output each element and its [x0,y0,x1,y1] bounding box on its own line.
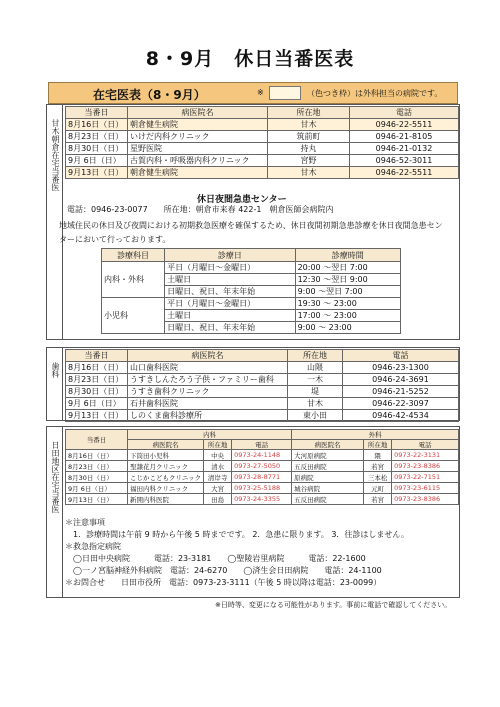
table-row: 8月16日（日） 下筒田小児科 中央 0973-24-1148 大河原病院 隈 0973-22-3131 [66,450,459,461]
table-row: 8月30日（日） 星野医院 持丸 0946-21-0132 [66,143,459,155]
hita-holiday-table: 当番日 内科 外科 病医院名 所在地 電話 病医院名 所在地 電話 8月16日（日） 下筒田小児科 中央 0973-24-1148 大河原病院 隈 0973-22-3131 8月23日（日） 聖隷花月クリニック 清水 0973-27-5050 五反田病院 若宮 0973-23-8386 8月30日（日） こじかこどもクリニック 清岸寺 0973-28-8771 原病院 三本松 0973-22-7151 9月 6日（日） 福田内科クリニック 大宮 0973-25-5188 城谷病院 元町 0973-23-6115 9月13日（日） 新開内科医院 田島 0973-24-3355 五反田病院 若宮 0973-23-8386 [65,429,459,505]
color-frame-legend [269,86,301,100]
table-row: 8月30日（日） こじかこどもクリニック 清岸寺 0973-28-8771 原病院 三本松 0973-22-7151 [66,472,459,483]
table-row: 8月30日（日） うすき歯科クリニック 堤 0946-21-5252 [66,386,459,398]
hita-notes: ＊注意事項 1．診療時間は午前 9 時から午後 5 時までです。 2．急患に限ります。 3．往診はしません。 ＊救急指定病院 ◯日田中央病院 電話：23-3181 ◯聖陵岩里病院 電話：22-1600 ◯一ノ宮脳神経外科病院 電話：24-6270 ◯済生会日田病院 電話：24-1100 ＊お問合せ 日田市役所 電話：0973-23-3111（午後 5 時以降は電話：23-0099） [65,518,409,587]
table-row: 8月16日（日） 朝倉健生病院 甘木 0946-22-5511 [66,119,459,131]
amagi-side-label: 甘木朝倉在宅当番医 [47,105,63,339]
amagi-asakura-section [46,104,460,340]
page-title: 8・9月 休日当番医表 [145,48,355,70]
table-row: 9月 6日（日） 石井歯科医院 甘木 0946-22-3097 [66,398,459,410]
banner-title: 在宅医表（8・9月） [93,88,206,102]
table-row: 9月13日（日） 朝倉健生病院 甘木 0946-22-5511 [66,167,459,179]
banner-note-mark: ※ [257,88,264,97]
hita-section [46,426,460,598]
table-row: 9月13日（日） しのくま歯科診療所 東小田 0946-42-4534 [66,410,459,422]
table-row: 8月16日（日） 山口歯科医院 山隈 0946-23-1300 [66,362,459,374]
table-row: 8月23日（日） 聖隷花月クリニック 清水 0973-27-5050 五反田病院 若宮 0973-23-8386 [66,461,459,472]
night-center-description: 地域住民の休日及び夜間における初期救急医療を確保するため、休日夜間初期急患診療を休日夜間急患センターにおいて行っております。 [59,221,443,244]
home-doctor-banner [48,82,458,104]
hita-side-label: 日田地区在宅当番医 [47,427,63,597]
table-row: 9月13日（日） 新開内科医院 田島 0973-24-3355 五反田病院 若宮 0973-23-8386 [66,494,459,505]
dental-side-label: 歯科 [47,348,63,420]
dental-table: 当番日 病医院名 所在地 電話 8月16日（日） 山口歯科医院 山隈 0946-23-1300 8月23日（日） うすきしんたろう子供・ファミリー歯科 一木 0946-24-3691 8月30日（日） うすき歯科クリニック 堤 0946-21-5252 9月 6日（日） 石井歯科医院 甘木 0946-22-3097 9月13日（日） しのくま歯科診療所 東小田 0946-42-4534 [65,349,459,422]
banner-note: （色つき枠）は外科担当の病院です。 [307,89,443,98]
table-row: 9月 6日（日） 古賀内科・呼吸器内科クリニック 宮野 0946-52-3011 [66,155,459,167]
dental-section [46,347,460,421]
table-row: 8月23日（日） いけだ内科クリニック 筑前町 0946-21-8105 [66,131,459,143]
table-row: 9月 6日（日） 福田内科クリニック 大宮 0973-25-5188 城谷病院 元町 0973-23-6115 [66,483,459,494]
night-center-contact: 電話：0946-23-0077 所在地：朝倉市来春 422-1 朝倉医師会病院内 [67,205,334,214]
change-notice: ※日時等、変更になる可能性があります。事前に電話で確認してください。 [215,601,452,609]
table-row: 8月23日（日） うすきしんたろう子供・ファミリー歯科 一木 0946-24-3691 [66,374,459,386]
home-doctor-table: 当番日 病医院名 所在地 電話 8月16日（日） 朝倉健生病院 甘木 0946-22-5511 8月23日（日） いけだ内科クリニック 筑前町 0946-21-8105 8月30日（日） 星野医院 持丸 0946-21-0132 9月 6日（日） 古賀内科・呼吸器内科クリニック 宮野 0946-52-3011 9月13日（日） 朝倉健生病院 甘木 0946-22-5511 [65,106,459,179]
night-center-schedule: 診療科目 診療日 診療時間 内科・外科 平日（月曜日〜金曜日） 20:00 〜翌日 7:00 土曜日 12:30 〜翌日 9:00 日曜日、祝日、年末年始 9:00 〜翌日 7:00 小児科 平日（月曜日〜金曜日） 19:30 〜 23:00 土曜日 17:00 〜 23:00 日曜日、祝日、年末年始 9:00 〜 23:00 [101,248,401,334]
night-center-title: 休日夜間急患センター [197,195,287,205]
